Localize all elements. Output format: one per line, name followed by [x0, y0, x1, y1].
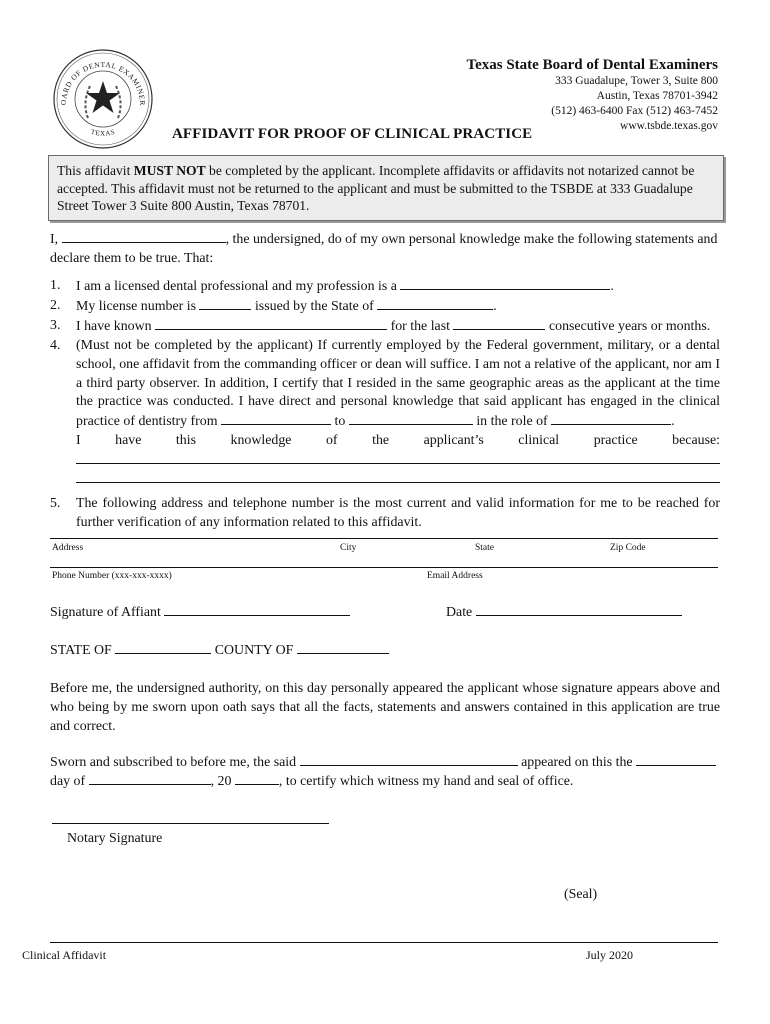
intro-text: , the undersigned, do of my own personal knowledge make the following statements and declare them to be true. That:	[50, 232, 718, 266]
item-2-text: My license number is	[76, 298, 196, 314]
statement-list	[50, 277, 720, 533]
intro-prefix: I,	[50, 232, 59, 247]
item-4-role: in the role of	[476, 414, 548, 430]
state-label: State	[475, 543, 494, 553]
address-line[interactable]	[50, 538, 718, 539]
practice-from-field[interactable]	[221, 412, 331, 425]
state-county-row	[50, 641, 720, 660]
svg-text:TEXAS	[90, 128, 116, 138]
address-label: Address	[52, 543, 84, 553]
affiant-signature-field[interactable]	[164, 603, 350, 616]
affiant-name-field[interactable]	[62, 230, 226, 243]
org-website: www.tsbde.texas.gov	[620, 120, 718, 132]
role-field[interactable]	[551, 412, 671, 425]
footer-left: Clinical Affidavit	[22, 948, 107, 962]
item-number: 4.	[50, 337, 61, 353]
county-of-field[interactable]	[297, 641, 389, 654]
seal-label: (Seal)	[564, 887, 598, 902]
item-5-text: The following address and telephone number is the most current and valid information for me to be reached for further verification of any information related to this affidavit.	[76, 496, 720, 531]
license-state-field[interactable]	[377, 297, 493, 310]
state-of-field[interactable]	[115, 641, 211, 654]
item-number: 5.	[50, 496, 61, 512]
organization-header	[466, 56, 718, 134]
list-item	[50, 337, 720, 483]
sworn-day-field[interactable]	[636, 753, 716, 766]
date-field[interactable]	[476, 603, 682, 616]
item-1-end: .	[610, 279, 614, 294]
sworn-paragraph	[50, 753, 720, 791]
notice-post: be completed by the applicant. Incomplete affidavits or affidavits not notarized cannot be accepted. This affidavit must not be returned to the applicant and must be submitted to the TSBDE at 333 Guadalupe Street Tower 3 Suite 800 Austin, Texas 78701.	[57, 163, 695, 213]
item-4-to: to	[334, 414, 346, 430]
practice-to-field[interactable]	[349, 412, 473, 425]
notary-signature-label: Notary Signature	[67, 831, 163, 846]
list-item	[50, 495, 720, 533]
notary-signature-line[interactable]	[52, 823, 329, 824]
item-2-text-b: issued by the State of	[254, 298, 374, 314]
item-2-end: .	[493, 298, 497, 314]
sworn-name-field[interactable]	[300, 753, 518, 766]
list-item	[50, 317, 720, 337]
org-address-line-1: 333 Guadalupe, Tower 3, Suite 800	[555, 75, 718, 87]
footer-rule	[50, 942, 718, 943]
date-row	[446, 603, 706, 622]
phone-number-label: Phone Number (xxx-xxx-xxxx)	[52, 571, 172, 581]
knowledge-line-2[interactable]	[76, 482, 720, 483]
signature-of-affiant-label: Signature of Affiant	[50, 605, 161, 620]
sworn-text-b: appeared on this the	[521, 755, 633, 770]
profession-field[interactable]	[400, 277, 610, 290]
license-number-field[interactable]	[199, 297, 251, 310]
date-label: Date	[446, 605, 473, 620]
certify-text: , to certify which witness my hand and seal of office.	[278, 774, 574, 789]
page-title: AFFIDAVIT FOR PROOF OF CLINICAL PRACTICE	[172, 126, 533, 142]
year-field[interactable]	[235, 772, 279, 785]
org-name: Texas State Board of Dental Examiners	[466, 57, 718, 73]
item-number: 3.	[50, 317, 61, 333]
month-field[interactable]	[89, 772, 211, 785]
seal-text-bottom: TEXAS	[89, 127, 117, 138]
email-address-label: Email Address	[427, 571, 483, 581]
item-4-because: I have this knowledge of the applicant’s clinical practice because:	[76, 433, 720, 449]
item-3-text-c: consecutive years or months.	[548, 318, 711, 334]
item-1-text: I am a licensed dental professional and my profession is a	[76, 279, 397, 294]
list-item	[50, 297, 720, 317]
org-phone-fax: (512) 463-6400 Fax (512) 463-7452	[551, 105, 718, 117]
seal-emblem-icon	[52, 48, 154, 150]
zip-code-label: Zip Code	[610, 543, 646, 553]
item-3-text: I have known	[76, 318, 152, 334]
item-number: 1.	[50, 278, 61, 293]
day-of-label: day of	[50, 774, 86, 789]
city-label: City	[340, 543, 357, 553]
footer-date: July 2020	[586, 948, 634, 962]
sworn-text-a: Sworn and subscribed to before me, the said	[50, 755, 297, 770]
seal-text-top: OARD OF DENTAL EXAMINER	[58, 59, 148, 107]
intro-paragraph	[50, 230, 720, 268]
knowledge-line-1[interactable]	[76, 463, 720, 464]
notice-pre: This affidavit	[57, 163, 134, 178]
item-4-end: .	[671, 414, 675, 430]
year-prefix: , 20	[210, 774, 232, 789]
item-3-text-b: for the last	[390, 318, 450, 334]
item-4-text: (Must not be completed by the applicant) If currently employed by the Federal government, military, or a dental school, one affidavit from the commanding officer or dean will suffice. I am not a relative of the applicant, nor am I a third party observer. In addition, I certify that I resided in the same geographic areas as the applicant at the time the practice was conducted. I have direct and personal knowledge that said applicant has engaged in the clinical practice of dentistry from	[76, 337, 720, 430]
county-of-label: COUNTY OF	[214, 643, 294, 658]
list-item	[50, 277, 720, 297]
notice-emphasis: MUST NOT	[133, 163, 206, 178]
phone-email-line[interactable]	[50, 567, 718, 568]
applicant-name-field[interactable]	[155, 317, 387, 330]
item-number: 2.	[50, 297, 61, 313]
notary-statement: Before me, the undersigned authority, on this day personally appeared the applicant whose signature appears above and who being by me sworn upon oath says that all the facts, statements and answers contained in this application are true and correct.	[50, 681, 720, 734]
state-board-seal	[52, 48, 154, 150]
state-of-label: STATE OF	[50, 643, 112, 658]
notice-box	[48, 155, 724, 221]
duration-field[interactable]	[453, 317, 545, 330]
org-address-line-2: Austin, Texas 78701-3942	[596, 90, 718, 102]
